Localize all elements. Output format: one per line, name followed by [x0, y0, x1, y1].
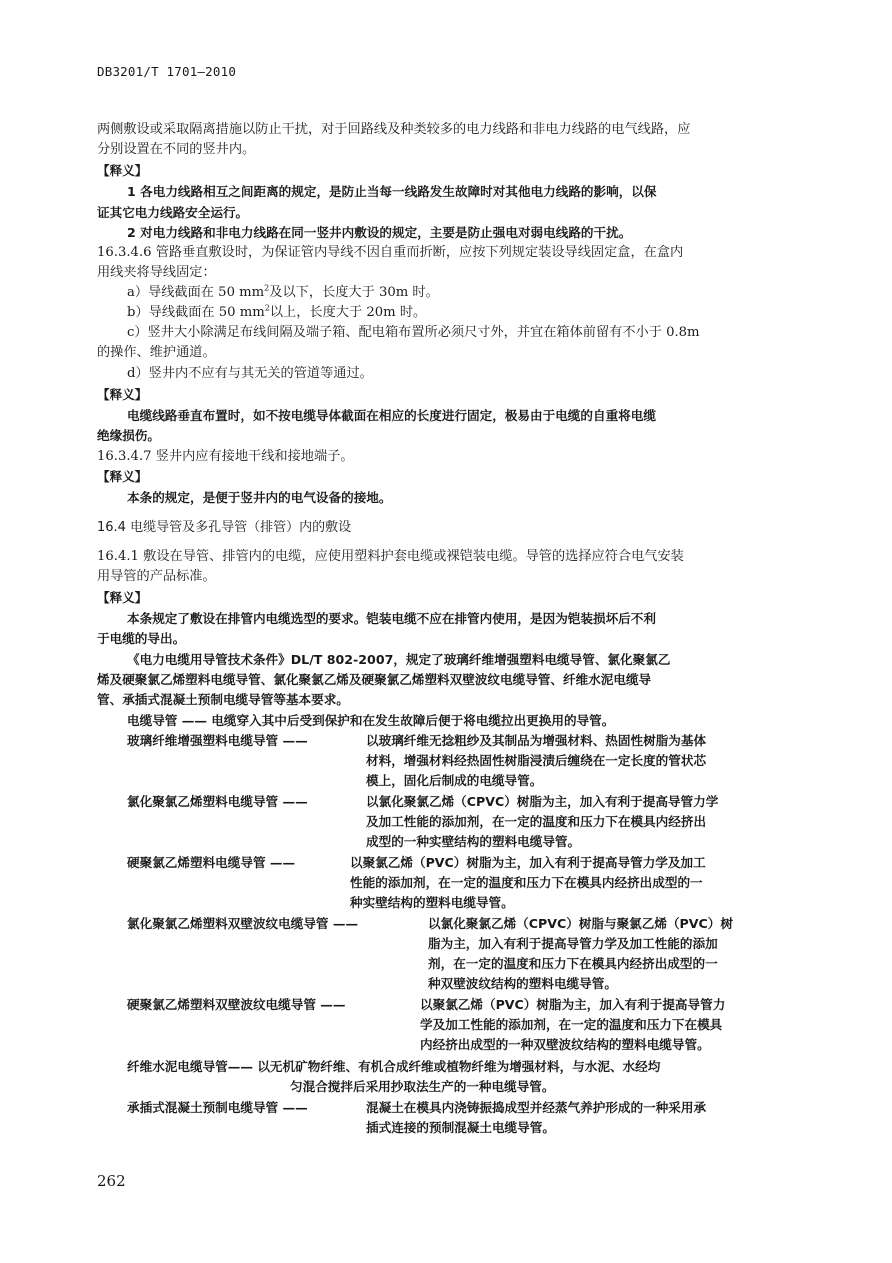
- definition-text: 内经挤出成型的一种双壁波纹结构的塑料电缆导管。: [420, 1037, 710, 1052]
- definition-fiber-cement-conduit: 纤维水泥电缆导管—— 以无机矿物纤维、有机合成纤维或植物纤维为增强材料，与水泥、水经均: [127, 1059, 661, 1074]
- definition-term: 硬聚氯乙烯塑料电缆导管 ——: [127, 855, 296, 870]
- definition-text: 剂，在一定的温度和压力下在模具内经挤出成型的一: [428, 956, 718, 971]
- definition-term: 硬聚氯乙烯塑料双壁波纹电缆导管 ——: [127, 997, 346, 1012]
- definition-text: 种实壁结构的塑料电缆导管。: [350, 895, 514, 910]
- definition-text: 以氯化聚氯乙烯（CPVC）树脂为主，加入有利于提高导管力学: [366, 794, 719, 809]
- definition-term: 氯化聚氯乙烯塑料电缆导管 ——: [127, 794, 308, 809]
- definition-text: 脂为主，加入有利于提高导管力学及加工性能的添加: [428, 936, 718, 951]
- definition-term: 氯化聚氯乙烯塑料双壁波纹电缆导管 ——: [127, 916, 359, 931]
- definition-text: 混凝土在模具内浇铸振捣成型并经蒸气养护形成的一种采用承: [366, 1100, 707, 1115]
- explanation-line: 本条的规定，是便于竖井内的电气设备的接地。: [127, 490, 392, 505]
- explanation-line: 管、承插式混凝土预制电缆导管等基本要求。: [97, 692, 349, 707]
- explanation-label: 【释义】: [97, 163, 148, 178]
- definition-term: 承插式混凝土预制电缆导管 ——: [127, 1100, 308, 1115]
- definition-text: 以聚氯乙烯（PVC）树脂为主，加入有利于提高导管力: [420, 997, 726, 1012]
- explanation-line: 2 对电力线路和非电力线路在同一竖井内敷设的规定，主要是防止强电对弱电线路的干扰。: [127, 225, 632, 240]
- definition-text: 以玻璃纤维无捻粗纱及其制品为增强材料、热固性树脂为基体: [366, 733, 707, 748]
- body-text-line: 两侧敷设或采取隔离措施以防止干扰，对于回路线及种类较多的电力线路和非电力线路的电气线路，应: [97, 122, 691, 137]
- explanation-line: 证其它电力线路安全运行。: [97, 205, 249, 220]
- explanation-line: 1 各电力线路相互之间距离的规定，是防止当每一线路发生故障时对其他电力线路的影响，以保: [127, 184, 657, 199]
- explanation-line: 绝缘损伤。: [97, 428, 160, 443]
- explanation-line: 烯及硬聚氯乙烯塑料电缆导管、氯化聚氯乙烯及硬聚氯乙烯塑料双壁波纹电缆导管、纤维水泥电缆导: [97, 672, 652, 687]
- explanation-line: 电缆线路垂直布置时，如不按电缆导体截面在相应的长度进行固定，极易由于电缆的自重将电缆: [127, 408, 656, 423]
- definition-text: 以氯化聚氯乙烯（CPVC）树脂与聚氯乙烯（PVC）树: [428, 916, 733, 931]
- explanation-line: 于电缆的导出。: [97, 631, 186, 646]
- definition-text: 成型的一种实壁结构的塑料电缆导管。: [366, 834, 581, 849]
- list-item-b: b）导线截面在 50 $mm^2$以上，长度大于 20m 时。: [127, 303, 427, 320]
- definition-text: 以聚氯乙烯（PVC）树脂为主，加入有利于提高导管力学及加工: [350, 855, 706, 870]
- explanation-label: 【释义】: [97, 590, 148, 605]
- list-item-c: c）竖井大小除满足布线间隔及端子箱、配电箱布置所必须尺寸外，并宜在箱体前留有不小于 0.8m: [127, 325, 700, 340]
- explanation-line: 《电力电缆用导管技术条件》DL/T 802-2007，规定了玻璃纤维增强塑料电缆导管、氯化聚氯乙: [127, 652, 671, 667]
- definition-term: 玻璃纤维增强塑料电缆导管 ——: [127, 733, 308, 748]
- definition-text: 匀混合搅拌后采用抄取法生产的一种电缆导管。: [290, 1079, 555, 1094]
- explanation-label: 【释义】: [97, 387, 148, 402]
- explanation-label: 【释义】: [97, 469, 148, 484]
- definition-text: 种双壁波纹结构的塑料电缆导管。: [428, 976, 617, 991]
- clause-16-4-1: 16.4.1 敷设在导管、排管内的电缆，应使用塑料护套电缆或裸铠装电缆。导管的选择应符合电气安装: [97, 549, 684, 564]
- body-text-line: 分别设置在不同的竖井内。: [97, 142, 256, 157]
- body-text-line: 的操作、维护通道。: [97, 345, 216, 360]
- definition-cable-conduit: 电缆导管 —— 电缆穿入其中后受到保护和在发生故障后便于将电缆拉出更换用的导管。: [127, 713, 615, 728]
- list-item-a: a）导线截面在 50 $mm^2$及以下，长度大于 30m 时。: [127, 283, 439, 300]
- clause-16-3-4-6: 16.3.4.6 管路垂直敷设时，为保证管内导线不因自重而折断，应按下列规定装设导线固定盒，在盒内: [97, 245, 684, 260]
- list-item-d: d）竖井内不应有与其无关的管道等通过。: [127, 366, 373, 381]
- clause-16-3-4-7: 16.3.4.7 竖井内应有接地干线和接地端子。: [97, 449, 354, 464]
- page-number: 262: [97, 1172, 126, 1190]
- body-text-line: 用线夹将导线固定：: [97, 265, 216, 280]
- definition-text: 学及加工性能的添加剂，在一定的温度和压力下在模具: [420, 1017, 723, 1032]
- definition-text: 模上，固化后制成的电缆导管。: [366, 773, 543, 788]
- definition-text: 及加工性能的添加剂，在一定的温度和压力下在模具内经挤出: [366, 814, 707, 829]
- definition-text: 插式连接的预制混凝土电缆导管。: [366, 1120, 555, 1135]
- definition-text: 性能的添加剂，在一定的温度和压力下在模具内经挤出成型的一: [350, 875, 703, 890]
- explanation-line: 本条规定了敷设在排管内电缆选型的要求。铠装电缆不应在排管内使用，是因为铠装损坏后不利: [127, 611, 656, 626]
- body-text-line: 用导管的产品标准。: [97, 569, 216, 584]
- document-id-header: DB3201/T 1701—2010: [97, 64, 237, 79]
- definition-text: 材料，增强材料经热固性树脂浸渍后缠绕在一定长度的管状芯: [366, 753, 707, 768]
- section-heading-16-4: 16.4 电缆导管及多孔导管（排管）内的敷设: [97, 520, 352, 535]
